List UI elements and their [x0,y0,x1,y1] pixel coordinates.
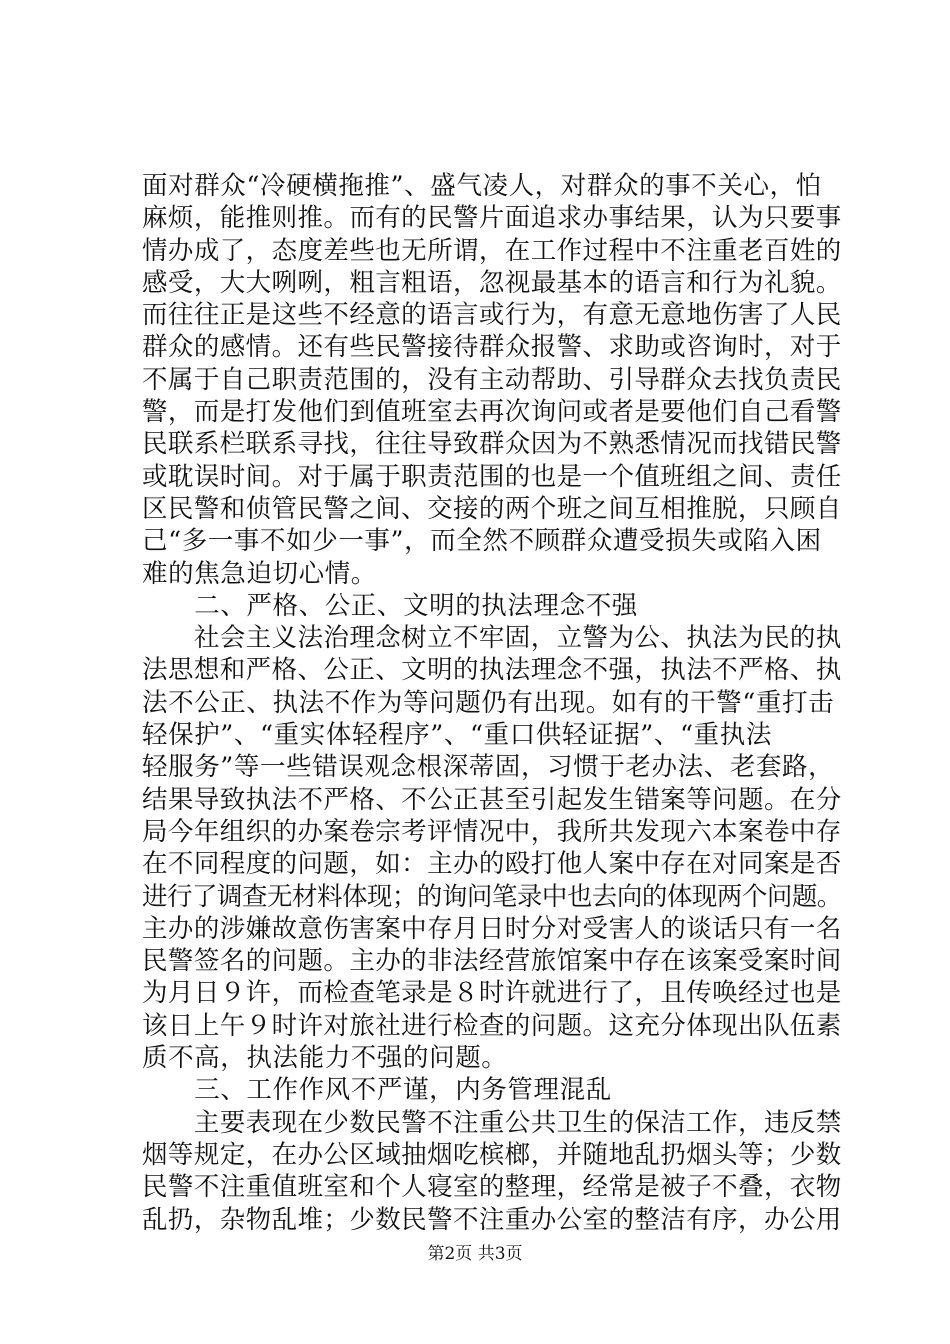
text-line: 质不高，执法能力不强的问题。 [142,1043,508,1074]
text-line: 社会主义法治理念树立不牢固，立警为公、执法为民的执 [142,623,842,654]
text-line: 进行了调查无材料体现；的询问笔录中也去向的体现两个问题。 [142,881,842,912]
text-line: 面对群众“冷硬横拖推”、盛气凌人，对群众的事不关心，怕 [142,171,822,201]
text-line: 感受，大大咧咧，粗言粗语，忽视最基本的语言和行为礼貌。 [142,267,842,298]
text-line: 不属于自己职责范围的，没有主动帮助、引导群众去找负责民 [142,364,842,395]
text-line: 或耽误时间。对于属于职责范围的也是一个值班组之间、责任 [142,461,842,492]
text-line: 区民警和侦管民警之间、交接的两个班之间互相推脱，只顾自 [142,493,842,524]
text-line: 结果导致执法不严格、不公正甚至引起发生错案等问题。在分 [142,784,842,815]
text-line: 三、工作作风不严谨，内务管理混乱 [142,1075,612,1106]
text-line: 民警签名的问题。主办的非法经营旅馆案中存在该案受案时间 [142,946,842,977]
body-text [142,170,842,1236]
text-line: 为月日９许，而检查笔录是８时许就进行了，且传唤经过也是 [142,978,842,1009]
text-line: 民警不注重值班室和个人寝室的整理，经常是被子不叠，衣物 [142,1172,842,1203]
text-line: 烟等规定，在办公区域抽烟吃槟榔，并随地乱扔烟头等；少数 [142,1139,842,1170]
text-line: 法思想和严格、公正、文明的执法理念不强，执法不严格、执 [142,655,842,686]
text-line: 民联系栏联系寻找，往往导致群众因为不熟悉情况而找错民警 [142,429,842,460]
text-line: 情办成了，态度差些也无所谓，在工作过程中不注重老百姓的 [142,235,842,266]
text-line: 轻保护”、“重实体轻程序”、“重口供轻证据”、“重执法 [142,720,772,751]
text-line: 麻烦，能推则推。而有的民警片面追求办事结果，认为只要事 [142,203,842,234]
text-line: 法不公正、执法不作为等问题仍有出现。如有的干警“重打击 [142,687,835,718]
text-line: 该日上午９时许对旅社进行检查的问题。这充分体现出队伍素 [142,1010,842,1041]
text-line: 主办的涉嫌故意伤害案中存月日时分对受害人的谈话只有一名 [142,913,842,944]
text-line: 二、严格、公正、文明的执法理念不强 [142,590,638,621]
page-footer: 第2页 共3页 [427,1244,523,1264]
text-line: 主要表现在少数民警不注重公共卫生的保洁工作，违反禁 [142,1107,842,1138]
text-line: 轻服务”等一些错误观念根深蒂固，习惯于老办法、老套路， [142,752,835,783]
text-line: 难的焦急迫切心情。 [142,558,377,589]
text-line: 在不同程度的问题，如：主办的殴打他人案中存在对同案是否 [142,849,842,880]
text-line: 而往往正是这些不经意的语言或行为，有意无意地伤害了人民 [142,300,842,331]
text-line: 局今年组织的办案卷宗考评情况中，我所共发现六本案卷中存 [142,816,842,847]
text-line: 己“多一事不如少一事”，而全然不顾群众遭受损失或陷入困 [142,526,822,557]
text-line: 警，而是打发他们到值班室去再次询问或者是要他们自己看警 [142,397,842,428]
text-line: 群众的感情。还有些民警接待群众报警、求助或咨询时，对于 [142,332,842,363]
text-line: 乱扔，杂物乱堆；少数民警不注重办公室的整洁有序，办公用 [142,1204,842,1235]
